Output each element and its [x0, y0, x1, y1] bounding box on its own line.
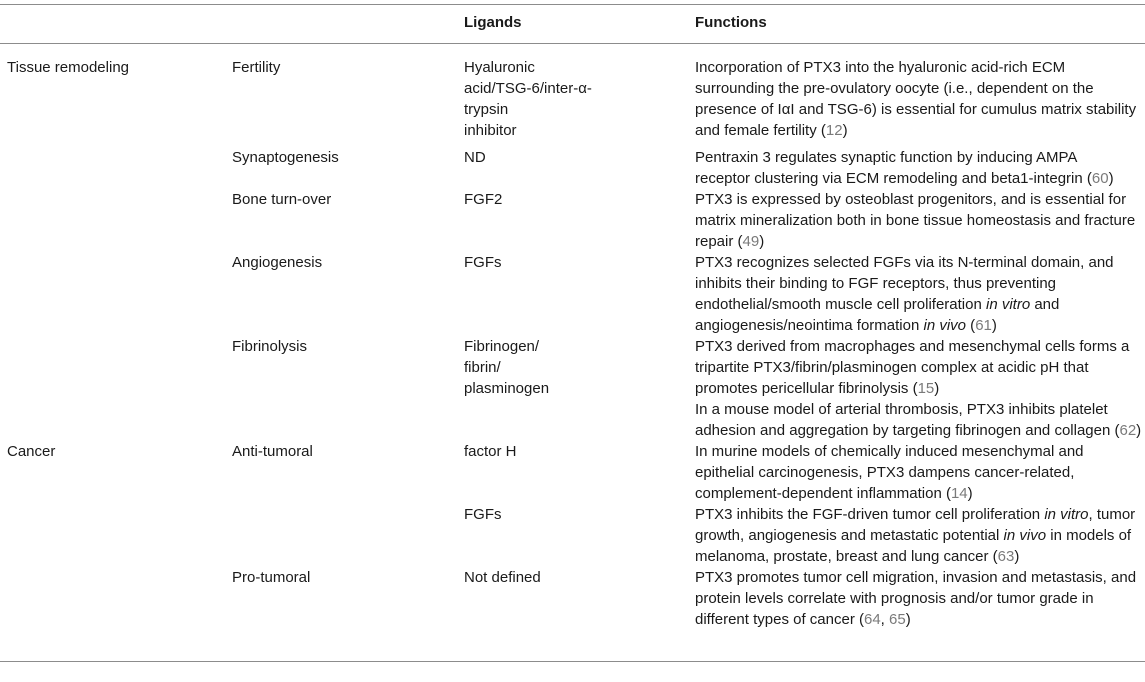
ligands-cell: [464, 504, 689, 525]
function-line: [695, 273, 1143, 294]
functions-cell: [695, 336, 1143, 441]
ligands-cell: [464, 567, 689, 588]
table-bottom-rule: [0, 661, 1145, 662]
table-row: [0, 252, 1145, 336]
ligand-line: ND: [464, 149, 486, 166]
functions-cell: [695, 57, 1143, 141]
subcategory-cell: Fertility: [232, 59, 281, 76]
category-cell: Cancer: [7, 443, 56, 460]
function-line: [695, 378, 1143, 399]
text-segment: PTX3 inhibits the FGF-driven tumor cell proliferation: [695, 506, 1045, 523]
table-row: [0, 147, 1145, 189]
reference-number: 61: [975, 317, 992, 334]
text-segment: tripartite PTX3/fibrin/plasminogen complex at acidic pH that: [695, 359, 1089, 376]
text-segment: and female fertility (: [695, 122, 826, 139]
ligand-line: Fibrinogen/: [464, 338, 540, 355]
text-segment: (: [966, 317, 976, 334]
function-line: [695, 78, 1143, 99]
text-segment: Incorporation of PTX3 into the hyaluronic acid-rich ECM: [695, 59, 1066, 76]
function-line: [695, 357, 1143, 378]
text-segment: growth, angiogenesis and metastatic potential: [695, 527, 1004, 544]
function-line: [695, 336, 1143, 357]
text-segment: repair (: [695, 233, 743, 250]
text-segment: In a mouse model of arterial thrombosis, PTX3 inhibits platelet: [695, 401, 1108, 418]
text-segment: presence of IαI and TSG-6) is essential for cumulus matrix stability: [695, 101, 1137, 118]
table-row: [0, 441, 1145, 504]
text-segment: ): [1108, 170, 1114, 187]
ligand-line: Not defined: [464, 569, 541, 586]
text-segment: complement-dependent inflammation (: [695, 485, 951, 502]
header-functions: Functions: [695, 14, 767, 31]
text-segment: , tumor: [1088, 506, 1136, 523]
subcategory-cell: Fibrinolysis: [232, 338, 308, 355]
function-line: [695, 147, 1143, 168]
ligand-line: FGF2: [464, 191, 503, 208]
text-segment: and: [1030, 296, 1060, 313]
reference-number: 12: [825, 122, 843, 139]
text-segment: different types of cancer (: [695, 611, 864, 628]
subcategory-cell: Pro-tumoral: [232, 569, 311, 586]
functions-cell: [695, 252, 1143, 336]
function-line: [695, 483, 1143, 504]
category-cell: Tissue remodeling: [7, 59, 129, 76]
ligand-line: factor H: [464, 443, 517, 460]
ligands-cell: [464, 147, 689, 168]
function-line: [695, 210, 1143, 231]
ligand-line: Hyaluronic: [464, 59, 535, 76]
text-segment: matrix mineralization both in bone tissue homeostasis and fracture: [695, 212, 1136, 229]
ligands-cell: [464, 252, 689, 273]
reference-number: 64: [863, 611, 881, 628]
reference-number: 15: [917, 380, 935, 397]
text-segment: ): [967, 485, 973, 502]
ligands-cell: [464, 189, 689, 210]
function-line: [695, 231, 1143, 252]
table-row: [0, 504, 1145, 567]
text-segment: angiogenesis/neointima formation: [695, 317, 924, 334]
subcategory-cell: Angiogenesis: [232, 254, 323, 271]
table-body: [0, 44, 1145, 661]
function-line: [695, 441, 1143, 462]
function-line: [695, 99, 1143, 120]
ligands-cell: [464, 57, 689, 141]
text-segment: Pentraxin 3 regulates synaptic function by inducing AMPA: [695, 149, 1078, 166]
text-segment: inhibits their binding to FGF receptors, thus preventing: [695, 275, 1057, 292]
ligand-line: FGFs: [464, 506, 502, 523]
function-line: [695, 168, 1143, 189]
functions-cell: [695, 441, 1143, 504]
function-line: [695, 315, 1143, 336]
text-segment: PTX3 recognizes selected FGFs via its N-terminal domain, and: [695, 254, 1114, 271]
function-line: [695, 399, 1143, 420]
text-segment: ): [1136, 422, 1142, 439]
ligand-line: fibrin/: [464, 359, 501, 376]
text-segment: melanoma, prostate, breast and lung cancer (: [695, 548, 998, 565]
functions-cell: [695, 504, 1143, 567]
data-table: [0, 4, 1145, 662]
italic-term: in vivo: [1003, 527, 1047, 544]
ligands-cell: [464, 336, 689, 399]
italic-term: in vitro: [985, 296, 1031, 313]
text-segment: surrounding the pre-ovulatory oocyte (i.e., dependent on the: [695, 80, 1094, 97]
text-segment: ,: [880, 611, 890, 628]
text-segment: endothelial/smooth muscle cell proliferation: [695, 296, 986, 313]
ligand-line: FGFs: [464, 254, 502, 271]
subcategory-cell: Anti-tumoral: [232, 443, 313, 460]
function-line: [695, 189, 1143, 210]
subcategory-cell: Synaptogenesis: [232, 149, 339, 166]
reference-number: 60: [1091, 170, 1109, 187]
function-line: [695, 567, 1143, 588]
text-segment: ): [1014, 548, 1020, 565]
text-segment: PTX3 is expressed by osteoblast progenitors, and is essential for: [695, 191, 1127, 208]
ligand-line: inhibitor: [464, 122, 517, 139]
table-row: [0, 567, 1145, 651]
reference-number: 49: [742, 233, 760, 250]
ligands-cell: [464, 441, 689, 462]
reference-number: 62: [1119, 422, 1137, 439]
function-line: [695, 609, 1143, 630]
function-line: [695, 588, 1143, 609]
function-line: [695, 525, 1143, 546]
text-segment: PTX3 promotes tumor cell migration, invasion and metastasis, and: [695, 569, 1137, 586]
header-ligands: Ligands: [464, 14, 522, 31]
table-row: [0, 336, 1145, 441]
reference-number: 14: [950, 485, 968, 502]
italic-term: in vitro: [1044, 506, 1089, 523]
functions-cell: [695, 147, 1143, 189]
text-segment: PTX3 derived from macrophages and mesenchymal cells forms a: [695, 338, 1130, 355]
text-segment: adhesion and aggregation by targeting fibrinogen and collagen (: [695, 422, 1120, 439]
text-segment: epithelial carcinogenesis, PTX3 dampens cancer-related,: [695, 464, 1075, 481]
function-line: [695, 252, 1143, 273]
text-segment: receptor clustering via ECM remodeling and beta1-integrin (: [695, 170, 1092, 187]
italic-term: in vivo: [923, 317, 967, 334]
table-header: [0, 5, 1145, 43]
functions-cell: [695, 567, 1143, 630]
text-segment: ): [934, 380, 940, 397]
function-line: [695, 57, 1143, 78]
ligand-line: trypsin: [464, 101, 509, 118]
text-segment: ): [842, 122, 848, 139]
subcategory-cell: Bone turn-over: [232, 191, 332, 208]
ligand-line: plasminogen: [464, 380, 550, 397]
text-segment: ): [991, 317, 997, 334]
text-segment: protein levels correlate with prognosis and/or tumor grade in: [695, 590, 1094, 607]
ligand-line: acid/TSG-6/inter-α-: [464, 80, 592, 97]
function-line: [695, 504, 1143, 525]
function-line: [695, 120, 1143, 141]
function-line: [695, 462, 1143, 483]
function-line: [695, 420, 1143, 441]
text-segment: promotes pericellular fibrinolysis (: [695, 380, 918, 397]
text-segment: ): [905, 611, 911, 628]
function-line: [695, 294, 1143, 315]
functions-cell: [695, 189, 1143, 252]
text-segment: In murine models of chemically induced mesenchymal and: [695, 443, 1084, 460]
table-row: [0, 57, 1145, 147]
text-segment: ): [759, 233, 765, 250]
text-segment: in models of: [1046, 527, 1132, 544]
reference-number: 65: [889, 611, 906, 628]
table-row: [0, 189, 1145, 252]
reference-number: 63: [997, 548, 1015, 565]
function-line: [695, 546, 1143, 567]
